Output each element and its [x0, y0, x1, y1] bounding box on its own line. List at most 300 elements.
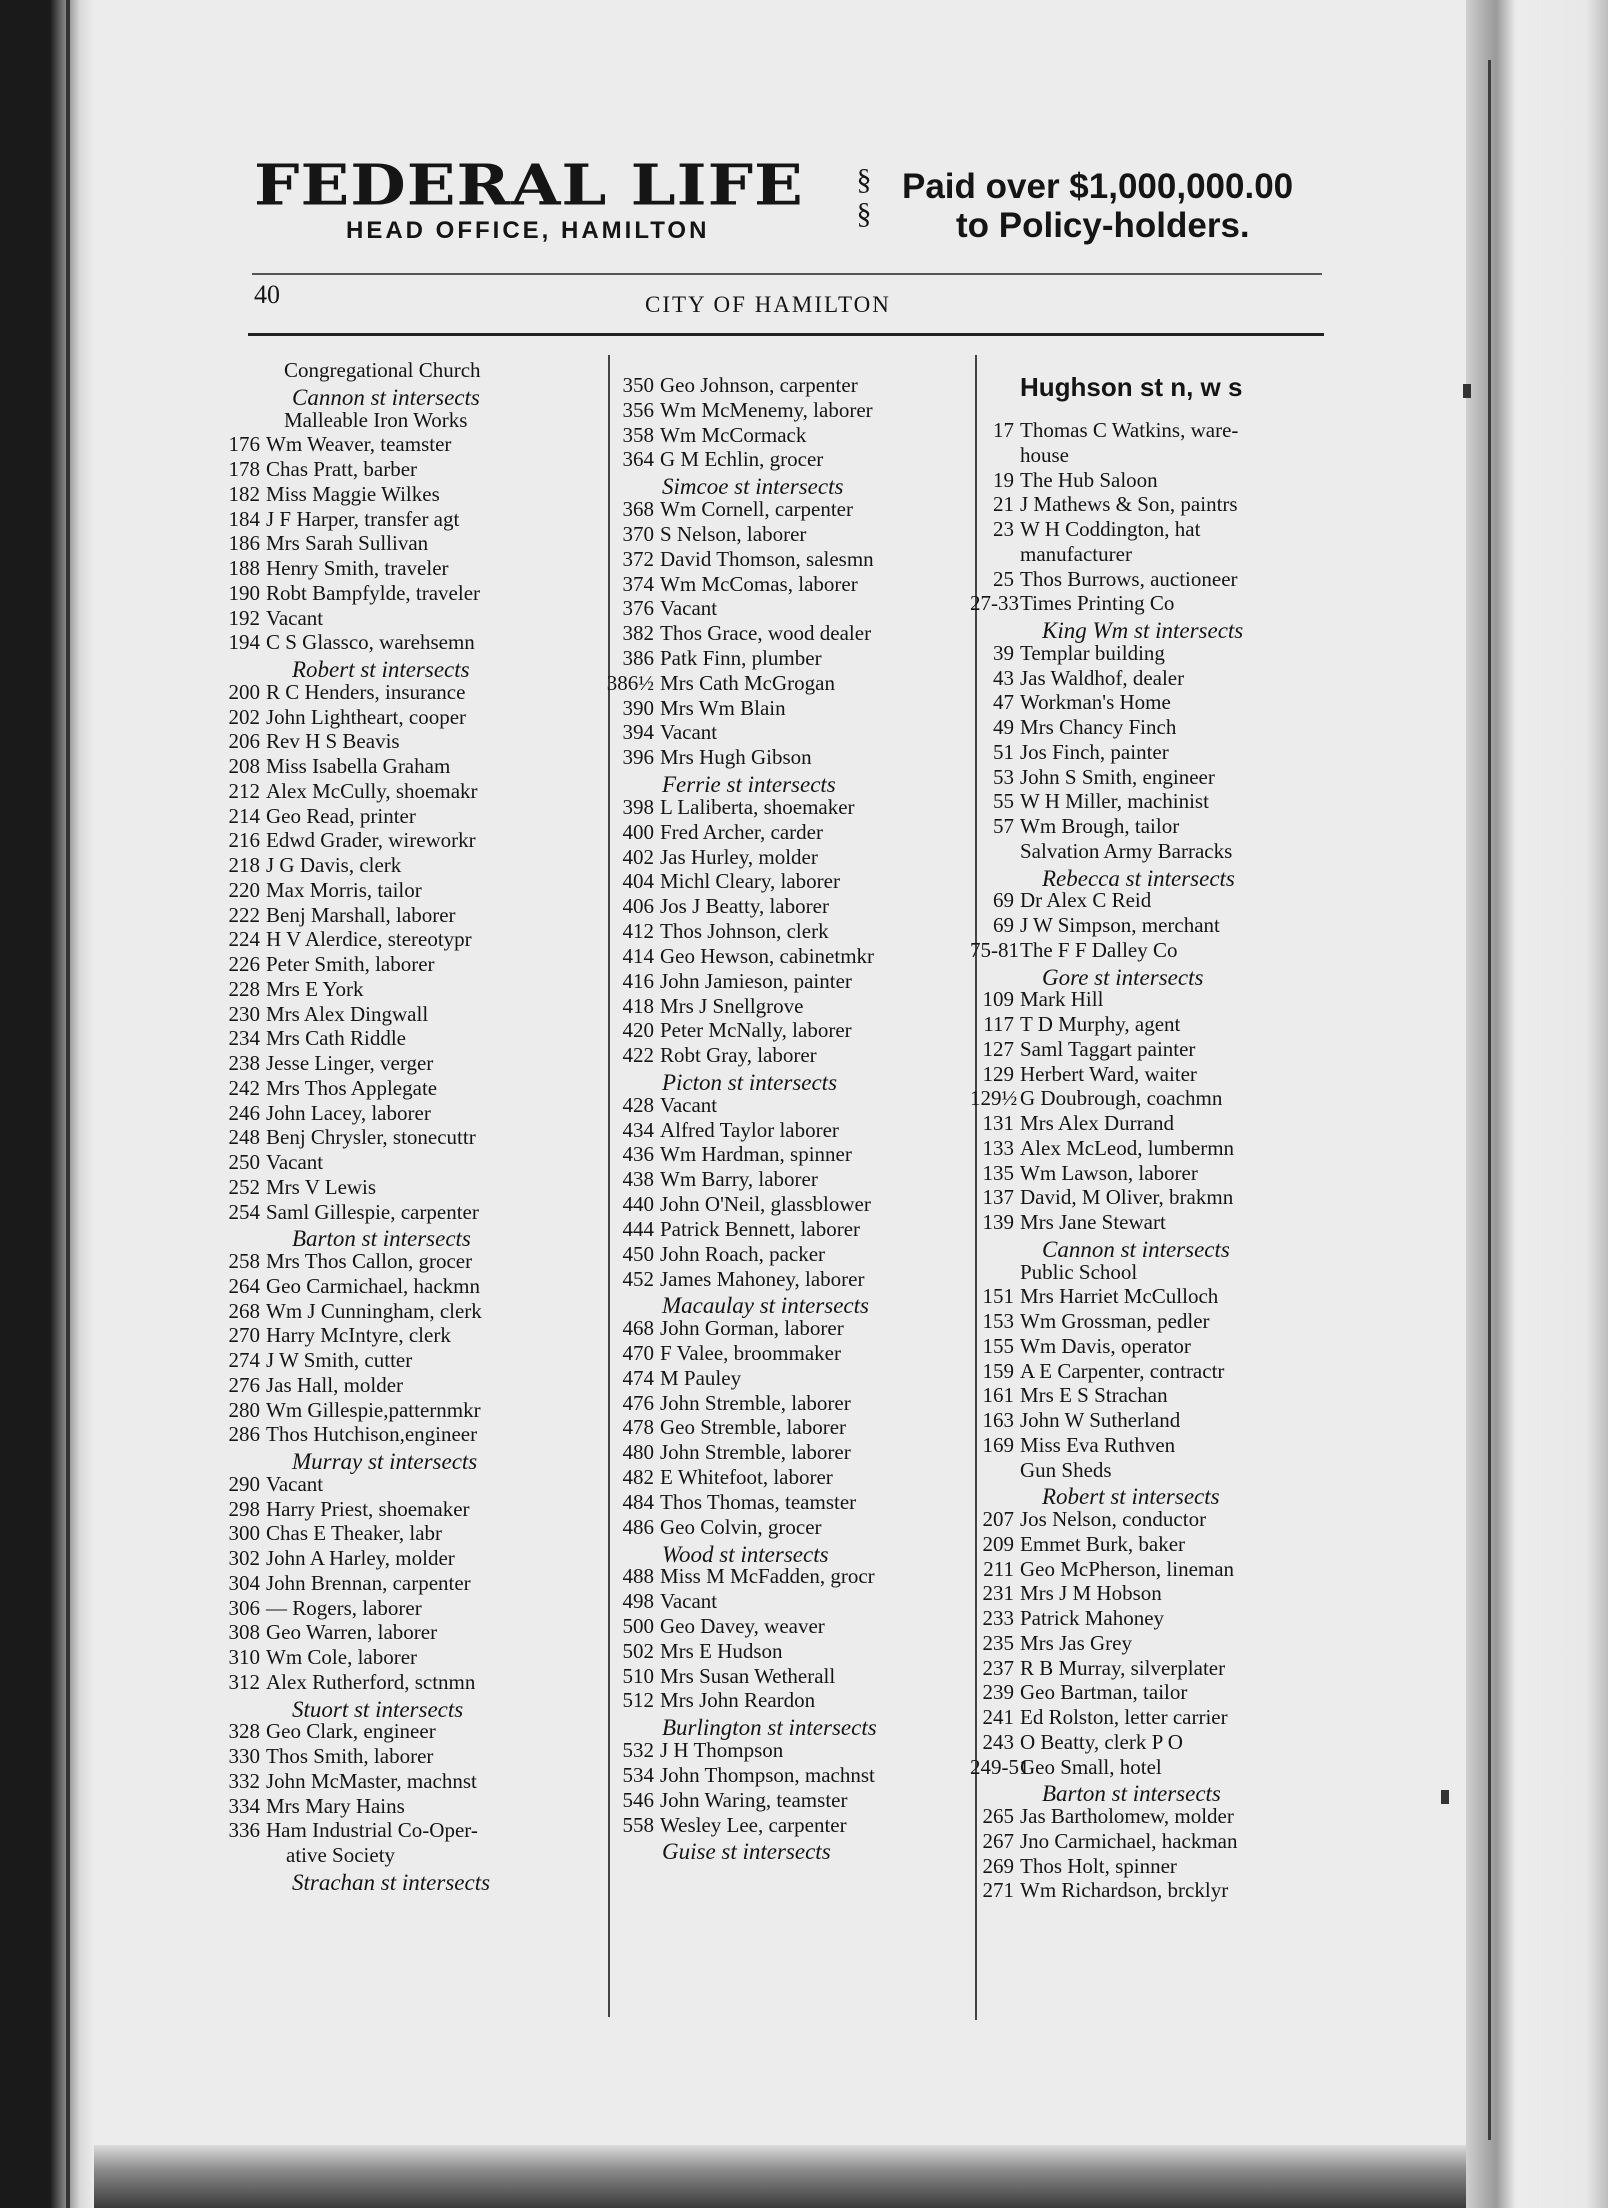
house-number: 436: [622, 1142, 654, 1167]
directory-entry: [212, 1794, 405, 1819]
section-heading: Robert st intersects: [292, 657, 470, 682]
resident-name: Thos Grace, wood dealer: [660, 621, 872, 646]
directory-entry: [604, 572, 858, 597]
house-number: 129½: [970, 1086, 1018, 1111]
directory-entry: [212, 482, 440, 507]
house-number: 440: [622, 1192, 654, 1217]
section-heading: Wood st intersects: [662, 1541, 829, 1567]
directory-entry: [970, 1433, 1175, 1458]
house-number: 161: [982, 1383, 1014, 1408]
house-number: 412: [622, 919, 654, 944]
directory-entry: [970, 1383, 1168, 1408]
resident-name: Wm Barry, laborer: [660, 1167, 818, 1192]
house-number: 252: [228, 1174, 260, 1199]
house-number: 169: [982, 1432, 1014, 1457]
resident-name: John McMaster, machnst: [266, 1768, 477, 1793]
house-number: 400: [622, 819, 654, 844]
directory-entry: [970, 1161, 1198, 1186]
directory-entry: [212, 1101, 431, 1126]
resident-name: Mrs Chancy Finch: [1020, 715, 1177, 739]
directory-entry: [604, 1242, 825, 1267]
house-number: 127: [982, 1036, 1014, 1061]
house-number: 270: [228, 1323, 260, 1348]
resident-name: Ed Rolston, letter carrier: [1020, 1705, 1228, 1729]
directory-entry: [970, 814, 1179, 839]
resident-name: Thos Johnson, clerk: [660, 919, 829, 944]
directory-entry: [604, 522, 806, 547]
resident-name: Mrs Cath McGrogan: [660, 670, 835, 695]
entry-continuation: Gun Sheds: [1020, 1457, 1112, 1482]
house-number: 220: [228, 877, 260, 902]
house-number: 209: [982, 1531, 1014, 1556]
entry-continuation: house: [1020, 442, 1069, 467]
house-number: 246: [228, 1100, 260, 1125]
resident-name: John Lacey, laborer: [266, 1100, 431, 1125]
house-number: 271: [982, 1878, 1014, 1903]
house-number: 49: [993, 715, 1014, 739]
directory-entry: [970, 715, 1176, 740]
directory-entry: [604, 1688, 815, 1713]
resident-name: Robt Gray, laborer: [660, 1043, 817, 1068]
directory-entry: [212, 1348, 412, 1373]
house-number: 234: [228, 1026, 260, 1051]
resident-name: Wm Gillespie,patternmkr: [266, 1397, 481, 1422]
resident-name: Max Morris, tailor: [266, 877, 422, 902]
directory-entry: [212, 828, 476, 853]
directory-entry: [970, 1730, 1183, 1755]
section-heading: Barton st intersects: [1042, 1781, 1221, 1807]
directory-entry: [212, 1125, 476, 1150]
house-number: 356: [622, 397, 654, 422]
directory-entry: [970, 1284, 1218, 1309]
house-number: 192: [228, 605, 260, 630]
resident-name: Saml Gillespie, carpenter: [266, 1199, 479, 1224]
directory-entry: [970, 666, 1184, 691]
resident-name: Vacant: [660, 1092, 718, 1117]
directory-entry: [970, 1606, 1164, 1631]
resident-name: Benj Marshall, laborer: [266, 902, 456, 927]
house-number: 178: [228, 457, 260, 481]
resident-name: Mark Hill: [1020, 987, 1104, 1012]
directory-entry: [604, 1192, 871, 1217]
house-number: 480: [622, 1440, 654, 1465]
directory-entry: [212, 1150, 323, 1175]
house-number: 237: [982, 1655, 1014, 1680]
directory-entry: [604, 1018, 852, 1043]
directory-entry: [970, 1557, 1234, 1582]
resident-name: Alex McCully, shoemakr: [266, 778, 478, 803]
directory-entry: [212, 1769, 477, 1794]
directory-entry: [604, 1217, 860, 1242]
resident-name: Thos Burrows, auctioneer: [1020, 566, 1238, 591]
resident-name: J H Thompson: [660, 1738, 784, 1763]
directory-entry: [604, 1391, 851, 1416]
margin-mark: [1463, 384, 1471, 398]
house-number: 75-81: [970, 937, 1019, 962]
resident-name: Edwd Grader, wireworkr: [266, 828, 476, 853]
house-number: 233: [982, 1606, 1014, 1630]
house-number: 186: [228, 531, 260, 556]
resident-name: John Brennan, carpenter: [266, 1570, 471, 1595]
section-heading: Cannon st intersects: [292, 384, 480, 410]
page-number: 40: [254, 280, 280, 309]
directory-entry: [970, 1136, 1234, 1161]
house-number: 200: [228, 679, 260, 704]
house-number: 484: [622, 1489, 654, 1514]
resident-name: Wm Brough, tailor: [1020, 814, 1180, 838]
directory-entry: [604, 1142, 852, 1167]
resident-name: Mrs J Snellgrove: [660, 993, 804, 1018]
section-heading: Strachan st intersects: [292, 1869, 491, 1895]
resident-name: S Nelson, laborer: [660, 521, 807, 546]
resident-name: Ham Industrial Co-Oper-: [266, 1818, 478, 1843]
resident-name: Wm J Cunningham, clerk: [266, 1298, 482, 1323]
resident-name: Thos Hutchison,engineer: [266, 1422, 478, 1447]
resident-name: John S Smith, engineer: [1020, 764, 1215, 789]
house-number: 264: [228, 1273, 260, 1298]
house-number: 69: [993, 913, 1014, 937]
house-number: 254: [228, 1199, 260, 1224]
directory-entry: [212, 903, 456, 928]
house-number: 216: [228, 828, 260, 853]
ornament-glyph: §: [856, 197, 872, 230]
house-number: 398: [622, 794, 654, 819]
directory-entry: [970, 1408, 1180, 1433]
directory-entry: [970, 567, 1238, 592]
directory-entry: [604, 1093, 717, 1118]
resident-name: Jas Hall, molder: [266, 1372, 404, 1397]
header-divider: [252, 273, 1322, 275]
house-number: 17: [993, 418, 1014, 442]
resident-name: John Thompson, machnst: [660, 1762, 875, 1787]
section-heading: King Wm st intersects: [1042, 618, 1244, 643]
section-heading: Simcoe st intersects: [662, 474, 844, 500]
section-heading: Burlington st intersects: [662, 1715, 877, 1741]
resident-name: Geo Small, hotel: [1020, 1754, 1162, 1779]
resident-name: Vacant: [660, 720, 718, 745]
house-number: 250: [228, 1150, 260, 1174]
scan-bottom-edge: [94, 2145, 1466, 2208]
resident-name: E Whitefoot, laborer: [660, 1465, 833, 1490]
house-number: 135: [982, 1160, 1014, 1185]
directory-entry: [604, 547, 874, 572]
directory-entry: [604, 1639, 783, 1664]
directory-entry: [970, 1581, 1162, 1606]
directory-entry: [212, 1373, 403, 1398]
directory-entry: [604, 398, 873, 423]
directory-entry: [604, 596, 717, 621]
house-number: 228: [228, 976, 260, 1001]
directory-entry: [970, 1829, 1238, 1854]
house-number: 267: [982, 1828, 1014, 1853]
resident-name: David Thomson, salesmn: [660, 546, 874, 571]
top-divider: [248, 333, 1324, 336]
directory-entry: [604, 1316, 844, 1341]
directory-entry: [212, 630, 475, 655]
resident-name: Peter McNally, laborer: [660, 1018, 852, 1043]
house-number: 117: [983, 1012, 1014, 1036]
resident-name: John Stremble, laborer: [660, 1440, 851, 1465]
directory-entry: [212, 1249, 472, 1274]
directory-entry: [604, 497, 853, 522]
directory-entry: [970, 765, 1215, 790]
house-number: 370: [622, 521, 654, 546]
directory-entry: [212, 705, 466, 730]
resident-name: Vacant: [660, 1589, 718, 1614]
house-number: 418: [622, 993, 654, 1018]
directory-entry: [970, 690, 1171, 715]
directory-entry: [604, 1763, 875, 1788]
resident-name: Mrs E York: [266, 976, 364, 1001]
house-number: 21: [993, 492, 1014, 517]
house-number: 224: [228, 927, 260, 952]
house-number: 332: [228, 1768, 260, 1793]
house-number: 468: [622, 1316, 654, 1341]
house-number: 129: [982, 1061, 1014, 1086]
resident-name: Mrs Alex Durrand: [1020, 1111, 1174, 1135]
directory-entry: [212, 1670, 475, 1695]
resident-name: J W Simpson, merchant: [1020, 913, 1220, 937]
resident-name: R B Murray, silverplater: [1020, 1655, 1226, 1680]
directory-entry: [212, 804, 416, 829]
house-number: 386: [622, 646, 654, 671]
directory-entry: [604, 869, 840, 894]
scan-binding-line: [66, 0, 70, 2208]
directory-entry: [604, 1564, 875, 1589]
entry-continuation: manufacturer: [1020, 541, 1132, 566]
resident-name: Mrs Cath Riddle: [266, 1026, 406, 1051]
directory-entry: [604, 1167, 818, 1192]
house-number: 364: [622, 447, 654, 472]
house-number: 43: [993, 665, 1014, 690]
resident-name: James Mahoney, laborer: [660, 1266, 865, 1291]
directory-entry: [212, 1422, 477, 1447]
directory-entry: [604, 671, 835, 696]
house-number: 478: [622, 1415, 654, 1440]
house-number: 452: [622, 1266, 654, 1291]
directory-entry: [212, 1002, 428, 1027]
resident-name: J Mathews & Son, paintrs: [1020, 492, 1238, 517]
advert-header: [254, 150, 1320, 270]
resident-name: Thos Thomas, teamster: [660, 1489, 857, 1514]
directory-entry: [212, 1472, 323, 1497]
resident-name: Wm Cornell, carpenter: [660, 497, 853, 522]
house-number: 188: [228, 556, 260, 580]
section-heading: Murray st intersects: [292, 1449, 478, 1474]
house-number: 372: [622, 546, 654, 571]
resident-name: Emmet Burk, baker: [1020, 1531, 1186, 1556]
house-number: 27-33: [970, 591, 1019, 616]
directory-entry: [212, 556, 449, 581]
directory-entry: [212, 1398, 481, 1423]
directory-entry: [970, 1062, 1197, 1087]
house-number: 230: [228, 1001, 260, 1026]
directory-entry: [970, 1878, 1228, 1903]
resident-name: O Beatty, clerk P O: [1020, 1729, 1183, 1754]
directory-entry: [212, 1051, 433, 1076]
resident-name: G Doubrough, coachmn: [1020, 1086, 1223, 1111]
directory-entry: [212, 927, 472, 952]
resident-name: Mrs Jane Stewart: [1020, 1210, 1166, 1234]
directory-entry: [970, 1185, 1233, 1210]
margin-mark: [1441, 1790, 1449, 1804]
resident-name: The Hub Saloon: [1020, 467, 1158, 492]
resident-name: Jos J Beatty, laborer: [660, 894, 829, 919]
house-number: 23: [993, 517, 1014, 541]
house-number: 298: [228, 1496, 260, 1521]
directory-entry: [604, 1465, 833, 1490]
resident-name: L Laliberta, shoemaker: [660, 794, 855, 819]
resident-name: Wm McCormack: [660, 422, 807, 447]
house-number: 350: [622, 373, 654, 397]
section-heading: Barton st intersects: [292, 1226, 471, 1252]
resident-name: John Jamieson, painter: [660, 968, 852, 993]
house-number: 184: [228, 506, 260, 531]
resident-name: Benj Chrysler, stonecuttr: [266, 1125, 476, 1150]
resident-name: Vacant: [266, 1471, 324, 1496]
house-number: 312: [228, 1669, 260, 1694]
directory-entry: [212, 779, 478, 804]
resident-name: Harry McIntyre, clerk: [266, 1323, 451, 1348]
house-number: 231: [982, 1581, 1014, 1606]
house-number: 422: [622, 1043, 654, 1068]
directory-entry: [604, 795, 855, 820]
resident-name: Mrs Wm Blain: [660, 695, 786, 720]
resident-name: Templar building: [1020, 640, 1165, 665]
directory-entry: [970, 913, 1220, 938]
directory-entry: [212, 457, 417, 482]
section-heading: Ferrie st intersects: [662, 772, 836, 798]
house-number: 434: [622, 1117, 654, 1142]
resident-name: Geo Clark, engineer: [266, 1719, 436, 1744]
house-number: 386½: [606, 670, 654, 695]
directory-entry: [970, 1804, 1234, 1829]
directory-entry: [212, 853, 401, 878]
directory-entry: [212, 1323, 451, 1348]
directory-entry: [212, 878, 422, 903]
directory-entry: [604, 1118, 839, 1143]
directory-entry: [970, 740, 1169, 765]
resident-name: Geo Hewson, cabinetmkr: [660, 943, 875, 968]
directory-entry: [212, 1620, 437, 1645]
resident-name: W H Coddington, hat: [1020, 517, 1201, 541]
directory-entry: [970, 1334, 1191, 1359]
directory-entry: [604, 1664, 835, 1689]
resident-name: Geo Davey, weaver: [660, 1614, 825, 1638]
house-number: 444: [622, 1216, 654, 1241]
directory-entry: [212, 432, 451, 457]
resident-name: Harry Priest, shoemaker: [266, 1496, 470, 1521]
resident-name: Patk Finn, plumber: [660, 646, 822, 671]
resident-name: Workman's Home: [1020, 690, 1171, 715]
directory-entry: [604, 894, 829, 919]
house-number: 532: [622, 1738, 654, 1763]
resident-name: John O'Neil, glassblower: [660, 1192, 871, 1217]
house-number: 290: [228, 1471, 260, 1496]
resident-name: Mrs John Reardon: [660, 1688, 816, 1713]
house-number: 376: [622, 596, 654, 621]
house-number: 500: [622, 1614, 654, 1638]
house-number: 498: [622, 1589, 654, 1614]
resident-name: Alfred Taylor laborer: [660, 1117, 839, 1142]
house-number: 265: [982, 1804, 1014, 1828]
house-number: 207: [982, 1507, 1014, 1531]
landmark-entry: Malleable Iron Works: [284, 407, 468, 432]
house-number: 482: [622, 1465, 654, 1490]
house-number: 330: [228, 1744, 260, 1768]
directory-entry: [970, 1359, 1224, 1384]
resident-name: Herbert Ward, waiter: [1020, 1061, 1197, 1086]
house-number: 390: [622, 695, 654, 720]
directory-entry: [212, 1818, 478, 1843]
resident-name: John A Harley, molder: [266, 1546, 455, 1570]
resident-name: J G Davis, clerk: [266, 853, 402, 877]
directory-entry: [604, 745, 812, 770]
house-number: 39: [993, 640, 1014, 665]
house-number: 414: [622, 943, 654, 968]
directory-entry: [604, 1614, 825, 1639]
directory-entry: [604, 1366, 741, 1391]
resident-name: Jas Bartholomew, molder: [1020, 1804, 1234, 1828]
resident-name: Mrs E Hudson: [660, 1638, 783, 1663]
resident-name: T D Murphy, agent: [1020, 1012, 1181, 1036]
house-number: 476: [622, 1390, 654, 1415]
house-number: 131: [982, 1111, 1014, 1135]
house-number: 502: [622, 1638, 654, 1663]
resident-name: Mrs Harriet McCulloch: [1020, 1284, 1219, 1309]
house-number: 202: [228, 704, 260, 729]
house-number: 302: [228, 1546, 260, 1570]
section-heading: Rebecca st intersects: [1042, 865, 1235, 891]
house-number: 374: [622, 571, 654, 596]
house-number: 53: [993, 764, 1014, 789]
directory-entry: [970, 1086, 1222, 1111]
house-number: 153: [982, 1309, 1014, 1333]
resident-name: John Roach, packer: [660, 1241, 826, 1266]
resident-name: Henry Smith, traveler: [266, 556, 449, 580]
section-heading: Guise st intersects: [662, 1839, 831, 1865]
directory-entry: [970, 1656, 1225, 1681]
directory-entry: [604, 969, 852, 994]
house-number: 133: [982, 1135, 1014, 1160]
resident-name: Wm Davis, operator: [1020, 1333, 1191, 1358]
resident-name: Vacant: [660, 596, 718, 621]
directory-entry: [970, 1755, 1162, 1780]
resident-name: Miss Maggie Wilkes: [266, 481, 440, 506]
house-number: 308: [228, 1620, 260, 1645]
directory-entry: [970, 789, 1209, 814]
resident-name: Jos Finch, painter: [1020, 739, 1169, 764]
resident-name: Jno Carmichael, hackman: [1020, 1828, 1238, 1853]
directory-entry: [604, 919, 829, 944]
resident-name: H V Alerdice, stereotypr: [266, 927, 472, 952]
house-number: 358: [622, 422, 654, 447]
advert-head-office: HEAD OFFICE, HAMILTON: [346, 217, 710, 244]
ornament-glyph: §: [856, 163, 872, 196]
house-number: 382: [622, 621, 654, 646]
resident-name: J W Smith, cutter: [266, 1348, 413, 1372]
house-number: 214: [228, 803, 260, 828]
directory-entry: [970, 1111, 1174, 1136]
directory-entry: [212, 1274, 480, 1299]
house-number: 334: [228, 1793, 260, 1818]
resident-name: Wm Cole, laborer: [266, 1645, 418, 1669]
directory-entry: [604, 1341, 841, 1366]
house-number: 238: [228, 1051, 260, 1075]
directory-entry: [604, 447, 823, 472]
directory-entry: [604, 1788, 847, 1813]
house-number: 512: [622, 1688, 654, 1713]
